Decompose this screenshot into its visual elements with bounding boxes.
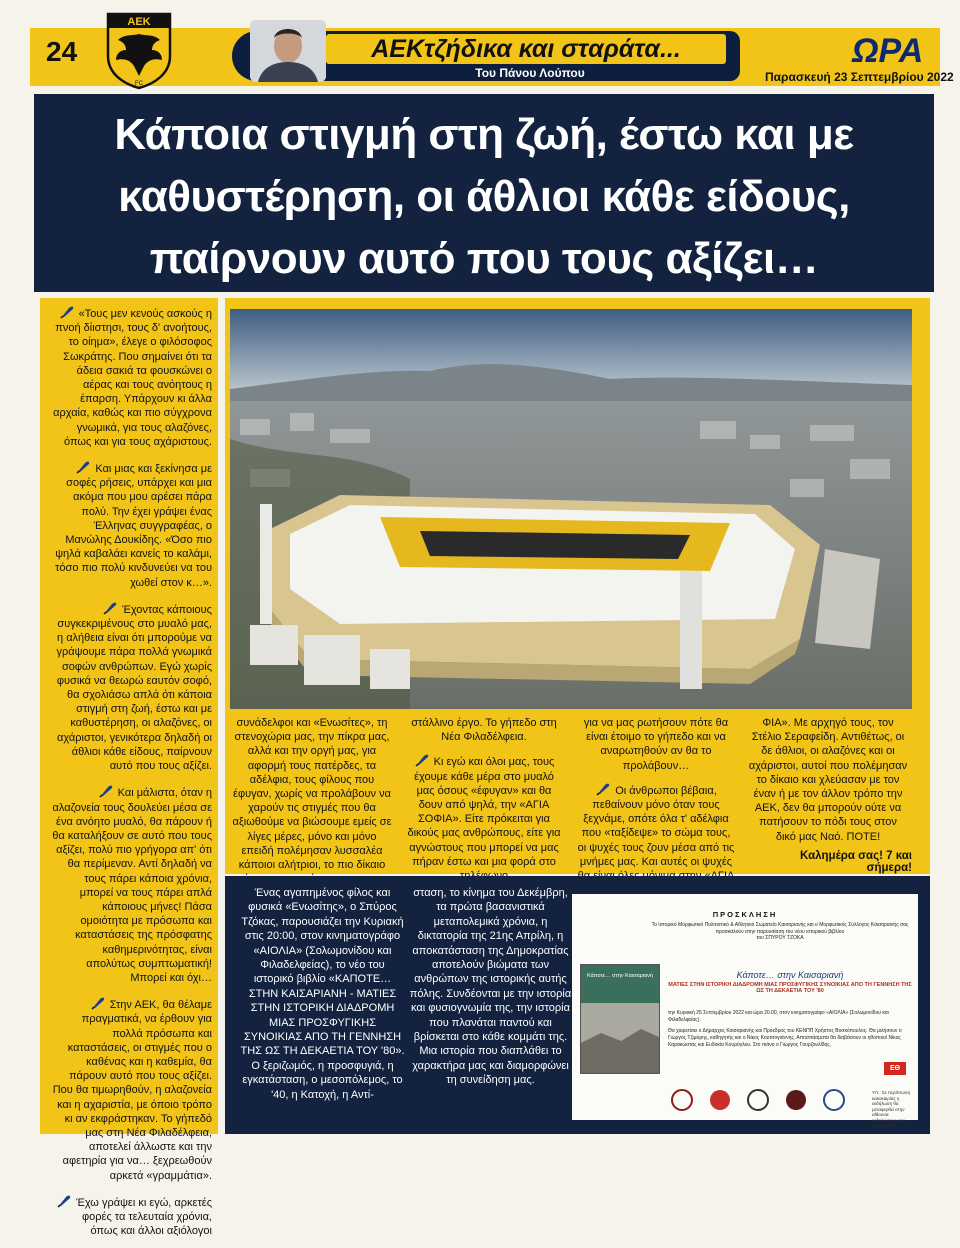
paragraph: Κι εγώ και όλοι μας, τους έχουμε κάθε μέρα στο μυαλό μας όσους «έφυγαν» και θα δουν από ψηλά, την «ΑΓΙΑ ΣΟΦΙΑ». Είτε πρόκειται για δικούς μας ανθρώπους, είτε για αγνώστους που μπορεί να μας πήραν έστω και μια φορά στο	[404, 752, 564, 883]
sponsor-logo-icon	[824, 1090, 844, 1110]
author-portrait-icon	[250, 20, 326, 82]
book-cover	[580, 964, 660, 1074]
quill-icon	[595, 781, 611, 797]
aek-logo	[104, 10, 174, 90]
quill-icon	[90, 995, 106, 1011]
paragraph: «Τους μεν κενούς ασκούς η πνοή δίιστησι, τους δ' ανοήτους, το οίημα», έλεγε ο φιλόσοφος Σωκράτης. Που σημαίνει ότι τα άδεια σακιά τα φουσκώνει ο αέρας και τους ανόητους η έπαρση. Υπάρχουν κι άλλα αρχαία, καθώς και πιο σύγχρονα γνωμικά, για τους αλαζόνες, όπως και για τους αχάριστους.	[52, 304, 212, 449]
invitation-body: την Κυριακή 25 Σεπτεμβρίου 2022 και ώρα 20.00, στον κινηματογράφο «ΑΙΟΛΙΑ» (Σολωμονίδου και Φιλαδελφείας). Θα χαιρετίσει ο Δήμαρχος Καισαριανής και Πρόεδρος του ΚΕΝΠΠ Χρήστος Βοσκόπουλος. Θα μιλήσουν ο Γιώργος Τζιμόρης, καθηγητής και ο Νίκος Κουτσογιάννης. Αποσπάσματα θα διαβάσουν οι ηθοποιοί Νίκος Καρακώστας και Ευδοκία Κουρόγλου. Στο πιάνο ο Γιώργος Γουρζουλίδης.	[668, 1010, 912, 1049]
publisher-badge: ΕΘ	[884, 1062, 906, 1075]
paragraph: Και μιας και ξεκίνησα με σοφές ρήσεις, υπάρχει και μια ακόμα που μου αρέσει πάρα πολύ. Την έχει γράψει ένας Έλληνας συγγραφέας, ο Μανώλης Δουκίδης. «Όσο πιο ψηλά καβαλάει κανείς το καλάμι, τόσο πιο πολύ κινδυνεύει να του χωθεί στον κ…».	[52, 459, 212, 590]
newspaper-brand: ΩΡΑ	[852, 32, 924, 70]
column-author: Του Πάνου Λούπου	[475, 66, 585, 80]
quill-icon	[102, 600, 118, 616]
invitation-book-title: Κάποτε… στην Καισαριανή	[736, 970, 844, 980]
sponsor-logo-icon	[710, 1090, 730, 1110]
quill-icon	[414, 752, 430, 768]
paragraph: στάλλινο έργο. Το γήπεδο στη Νέα Φιλαδέλφεια.	[411, 717, 557, 744]
invitation-author: του ΣΠΥΡΟΥ ΤΖΟΚΑ	[756, 935, 804, 942]
paragraph: για να μας ρωτήσουν πότε θα είναι έτοιμο το γήπεδο και να αναρωτηθούν αν θα το προλάβουν…	[583, 717, 729, 772]
sponsor-logo-icon	[748, 1090, 768, 1110]
article-column-2	[404, 716, 564, 891]
paragraph: ΦΙΑ». Με αρχηγό τους, τον Στέλιο Σεραφείδη. Αντιθέτως, οι δε άθλιοι, οι αλαζόνες και οι αχάριστοι, αυτοί που πολέμησαν το δίκαιο και χλεύασαν με τον έναν ή με τον άλλον τρόπο την ΑΕΚ, δεν θα μπορούν ούτε να πατήσουν το πόδι τους στον δικό μας Ναό. ΠΟΤΕ!	[748, 717, 908, 843]
stadium-photo	[230, 309, 912, 709]
paragraph: Και μάλιστα, όταν η αλαζονεία τους δουλεύει μέσα σε ένα ανόητο μυαλό, θα πάρουν ή θα καταλήξουν σε αυτό που τους αξίζει, πολύ πιο γρήγορα απ' ότι θα περίμεναν. Αντί δηλαδή να τους πάρει κάποια χρόνια, μπορεί να τους πάρει απλά κάποιους μήνες! Πάσα ομοιότητα με πρόσωπα και καταστάσεις της πρόσφατης καθημερινότητας, είναι απολύτως συμπτωματική! Μπορεί και όχι…	[52, 783, 212, 985]
paragraph: συνάδελφοι και «Ενωσίτες», τη στενοχώρια μας, την πίκρα μας, αλλά και την οργή μας, για αφορμή τους πατέρδες, τα αδέλφια, τους φίλους που έφυγαν, χωρίς να προλάβουν να χαρούν τις στιγμές που θα αξιωθούμε να βιώσουμε εμείς σε λίγες μέρες, μόνο και μόνο επειδή πολέμησαν λυσσαλέα κάποιοι αλήτριοι, το πιο δίκαιο	[232, 717, 392, 872]
column-title: ΑΕΚτζήδικα και σταράτα...	[326, 34, 726, 64]
quill-icon	[98, 783, 114, 799]
paragraph: Στην ΑΕΚ, θα θέλαμε πραγματικά, να έρθουν για πολλά πρόσωπα και καταστάσεις, οι στιγμές που ο καθένας και η καθεμία, θα πάρουν αυτό που τους αξίζει. Που θα τιμωρηθούν, η αλαζονεία και η αχαριστία, με όποιο τρόπο κι αν εκφράστηκαν. Το γήπεδό μας στη Νέα Φιλαδέλφεια, αποτελεί άλλωστε και την αφετηρία για να… ξεχρεωθούν αρκετά «γραμμάτια».	[52, 995, 212, 1183]
invitation-book-subtitle: ΜΑΤΙΕΣ ΣΤΗΝ ΙΣΤΟΡΙΚΗ ΔΙΑΔΡΟΜΗ ΜΙΑΣ ΠΡΟΣΦΥΓΙΚΗΣ ΣΥΝΟΙΚΙΑΣ ΑΠΟ ΤΗ ΓΕΝΝΗΣΗ ΤΗΣ ΩΣ ΤΗ ΔΕΚΑΕΤΙΑ ΤΟΥ '80	[668, 982, 912, 994]
author-avatar	[250, 20, 326, 82]
headline: Κάποια στιγμή στη ζωή, έστω και με καθυστέρηση, οι άθλιοι κάθε είδους, παίρνουν αυτό που τους αξίζει…	[114, 110, 854, 283]
logo-sub: FC	[135, 81, 143, 87]
paragraph: Έχω γράψει κι εγώ, αρκετές φορές τα τελευταία χρόνια, όπως και άλλοι αξιόλογοι	[52, 1193, 212, 1239]
paragraph: Έχοντας κάποιους συγκεκριμένους στο μυαλό μας, η αλήθεια είναι ότι μπορούμε να γράψουμε πάρα πολλά γνωμικά σοφών ανθρώπων. Εγώ χωρίς φυσικά να θεωρώ εαυτόν σοφό, θα σχολιάσω απλά ότι κάποια στιγμή στη ζωή, έστω και με καθυστέρηση, οι αλαζόνες, οι αχάριστοι, γενικότερα δηλαδή οι άθλιοι κάθε είδους, παίρνουν αυτό που τους αξίζει.	[52, 600, 212, 773]
signoff: Καλημέρα σας! 7 και σήμερα!	[800, 850, 912, 874]
sponsor-logo-icon	[672, 1090, 692, 1110]
stadium-aerial-image	[230, 309, 912, 709]
logo-text: ΑΕΚ	[127, 16, 151, 28]
book-cover-photo-icon	[581, 1003, 659, 1073]
invitation-event: την Κυριακή 25 Σεπτεμβρίου 2022 και ώρα 20.00, στον κινηματογράφο «ΑΙΟΛΙΑ» (Σολωμονίδου και Φιλαδελφείας).	[668, 1010, 889, 1023]
quill-icon	[75, 459, 91, 475]
article-column-1	[232, 716, 392, 894]
left-column-text	[52, 304, 212, 1248]
sponsor-logo-icon	[786, 1090, 806, 1110]
sponsor-logos	[668, 1088, 868, 1112]
book-cover-title: Κάποτε… στην Καισαριανή	[587, 973, 653, 979]
page-number: 24	[46, 36, 78, 67]
bottom-column-1: Ένας αγαπημένος φίλος και φυσικά «Ενωσίτης», ο Σπύρος Τζόκας, παρουσιάζει την Κυριακή στις 20:00, στον κινηματογράφο «ΑΙΟΛΙΑ» (Σολωμονίδου και Φιλαδελφείας), το νέο του ιστορικό βιβλίο «ΚΑΠΟΤΕ… ΣΤΗΝ ΚΑΙΣΑΡΙΑΝΗ - ΜΑΤΙΕΣ ΣΤΗΝ ΙΣΤΟΡΙΚΗ ΔΙΑΔΡΟΜΗ ΜΙΑΣ ΠΡΟΣΦΥΓΙΚΗΣ ΣΥΝΟΙΚΙΑΣ ΑΠΟ ΤΗ ΓΕΝΝΗΣΗ ΤΗΣ ΩΣ ΤΗ ΔΕΚΑΕΤΙΑ ΤΟΥ '80». Ο ξεριζωμός, η προσφυγιά, η εγκατάσταση, ο μεσοπόλεμος, το '40, η Κατοχή, η Αντί-	[240, 887, 405, 1101]
invitation-intro: Το Ιστορικό Μορφωτικό Πολιτιστικό & Αθλητικό Σωματείο Καισαριανής και ο Μορφωτικός Σύλλογος Καισαριανής σας προσκαλούν στην παρουσίαση του νέου ιστορικού βιβλίου του ΣΠΥΡΟΥ ΤΖΟΚΑ	[651, 922, 909, 942]
paragraph: Οι άνθρωποι βέβαια, πεθαίνουν μόνο όταν τους ξεχνάμε, οπότε όλα τ' αδέλφια που «ταξίδεψε» το σώμα τους, οι ψυχές τους ζουν μέσα από τις μνήμες μας. Και αυτές οι ψυχές	[576, 781, 736, 898]
bottom-column-2: σταση, το κίνημα του Δεκέμβρη, τα πρώτα βασανιστικά μεταπολεμικά χρόνια, η δικτατορία της 21ης Απρίλη, η αποκατάσταση της Δημοκρατίας αποτελούν βιώματα των ανθρώπων της ιστορικής αυτής πόλης. Συνδέονται με την ιστορία και φυσιογνωμία της, την ιστορία που πλανάται παντού και βρίσκεται στο κάθε κομμάτι της. Μια ιστορία που διαπλάθει το χαρακτήρα μας και διαμορφώνει τη συνείδηση μας.	[409, 887, 572, 1087]
quill-icon	[59, 304, 75, 320]
article-column-4	[748, 716, 908, 852]
quill-icon	[56, 1193, 72, 1209]
issue-date: Παρασκευή 23 Σεπτεμβρίου 2022	[765, 70, 954, 84]
invitation-note: Υπ.: Σε περίπτωση κακοκαιρίας η εκδήλωση θα μεταφερθεί στην αίθουσα εκδηλώσεων του Δημαρχείου.	[872, 1090, 911, 1128]
invitation-title: ΠΡΟΣΚΛΗΣΗ	[712, 910, 778, 919]
